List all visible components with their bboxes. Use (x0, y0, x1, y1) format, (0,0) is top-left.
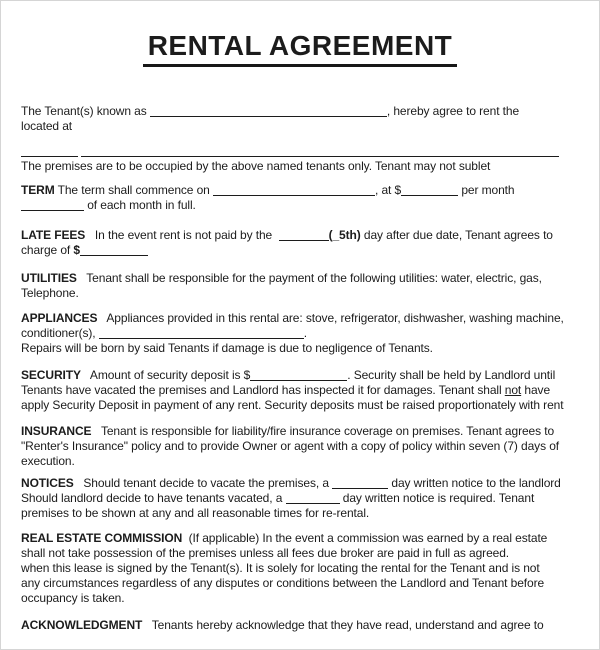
text-run: Should landlord decide to have tenants vacated, a (21, 491, 286, 505)
text-run: Telephone. (21, 286, 79, 300)
blank-field[interactable] (279, 228, 329, 241)
text-run: conditioner(s), (21, 326, 99, 340)
text-run: . Security shall be held by Landlord until (347, 368, 556, 382)
bold-text-run: $ (73, 243, 80, 257)
text-run: Amount of security deposit is $ (80, 368, 251, 382)
text-run: have (521, 383, 551, 397)
text-run: premises to be shown at any and all reasonable times for re-rental. (21, 506, 370, 520)
blank-field[interactable] (401, 183, 458, 196)
text-run: Tenants hereby acknowledge that they have read, understand and agree to (142, 618, 544, 632)
section-security (21, 368, 579, 413)
blank-field[interactable] (80, 243, 148, 256)
text-run: "Renter's Insurance" policy and to provide Owner or agent with a copy of policy within seven (7) days of (21, 439, 560, 453)
text-run: Appliances provided in this rental are: stove, refrigerator, dishwasher, washing machine, (97, 311, 564, 325)
bold-text-run: INSURANCE (21, 424, 92, 438)
blank-field[interactable] (332, 476, 388, 489)
text-run: of each month in full. (84, 198, 196, 212)
underlined-text-run: not (504, 383, 522, 397)
text-run: occupancy is taken. (21, 591, 125, 605)
bold-text-run: REAL ESTATE COMMISSION (21, 531, 183, 545)
bold-text-run: NOTICES (21, 476, 74, 490)
blank-field[interactable] (21, 198, 84, 211)
text-run: per month (458, 183, 515, 197)
text-run: Tenant shall be responsible for the payment of the following utilities: water, electric, gas, (76, 271, 542, 285)
text-run: . (303, 326, 307, 340)
text-run: Repairs will be born by said Tenants if damage is due to negligence of Tenants. (21, 341, 433, 355)
section-insurance (21, 424, 579, 469)
section-intro (21, 104, 579, 134)
blank-field[interactable] (286, 491, 340, 504)
page-title: RENTAL AGREEMENT (143, 30, 458, 67)
text-run: shall not take possession of the premises unless all fees due broker are paid in full as agreed. (21, 546, 510, 560)
bold-text-run: ACKNOWLEDGMENT (21, 618, 143, 632)
bold-text-run: TERM (21, 183, 55, 197)
blank-field[interactable] (99, 326, 304, 339)
section-notices (21, 476, 579, 521)
text-run: when this lease is signed by the Tenant(s). It is solely for locating the rental for the Tenant and is not (21, 561, 540, 575)
section-latefees (21, 228, 579, 258)
text-run: Tenant is responsible for liability/fire insurance coverage on premises. Tenant agrees to (91, 424, 555, 438)
text-run: The term shall commence on (54, 183, 213, 197)
text-run: charge of (21, 243, 74, 257)
text-run: (If applicable) In the event a commission was earned by a real estate (182, 531, 548, 545)
section-appliances (21, 311, 579, 356)
text-run: apply Security Deposit in payment of any rent. Security deposits must be raised proportionately with rent (21, 398, 564, 412)
blank-field[interactable] (150, 104, 387, 117)
text-run: The Tenant(s) known as (21, 104, 150, 118)
bold-text-run: APPLIANCES (21, 311, 98, 325)
text-run: any circumstances regardless of any disputes or conditions between the Landlord and Tenant before (21, 576, 545, 590)
section-utilities (21, 271, 579, 301)
bold-text-run: UTILITIES (21, 271, 77, 285)
blank-field[interactable] (250, 368, 347, 381)
document-title-row (1, 30, 599, 67)
text-run: In the event rent is not paid by the (85, 228, 279, 242)
text-run: day written notice to the landlord (388, 476, 561, 490)
text-run: day after due date, Tenant agrees to (360, 228, 553, 242)
text-run: , at $ (375, 183, 402, 197)
blank-field[interactable] (21, 144, 78, 157)
bold-text-run: (_5th) (328, 228, 361, 242)
bold-text-run: SECURITY (21, 368, 81, 382)
text-run: located at (21, 119, 73, 133)
section-acknowledgment (21, 618, 579, 633)
blank-field[interactable] (213, 183, 375, 196)
section-commission (21, 531, 579, 606)
document-body (1, 104, 599, 633)
section-premises (21, 144, 579, 174)
text-run: execution. (21, 454, 75, 468)
blank-field[interactable] (81, 144, 559, 157)
text-run: The premises are to be occupied by the above named tenants only. Tenant may not sublet (21, 159, 491, 173)
text-run: Tenants have vacated the premises and Landlord has inspected it for damages. Tenant shall (21, 383, 505, 397)
bold-text-run: LATE FEES (21, 228, 86, 242)
text-run: , hereby agree to rent the (386, 104, 520, 118)
section-term (21, 183, 579, 213)
text-run: day written notice is required. Tenant (339, 491, 535, 505)
text-run: Should tenant decide to vacate the premises, a (73, 476, 333, 490)
